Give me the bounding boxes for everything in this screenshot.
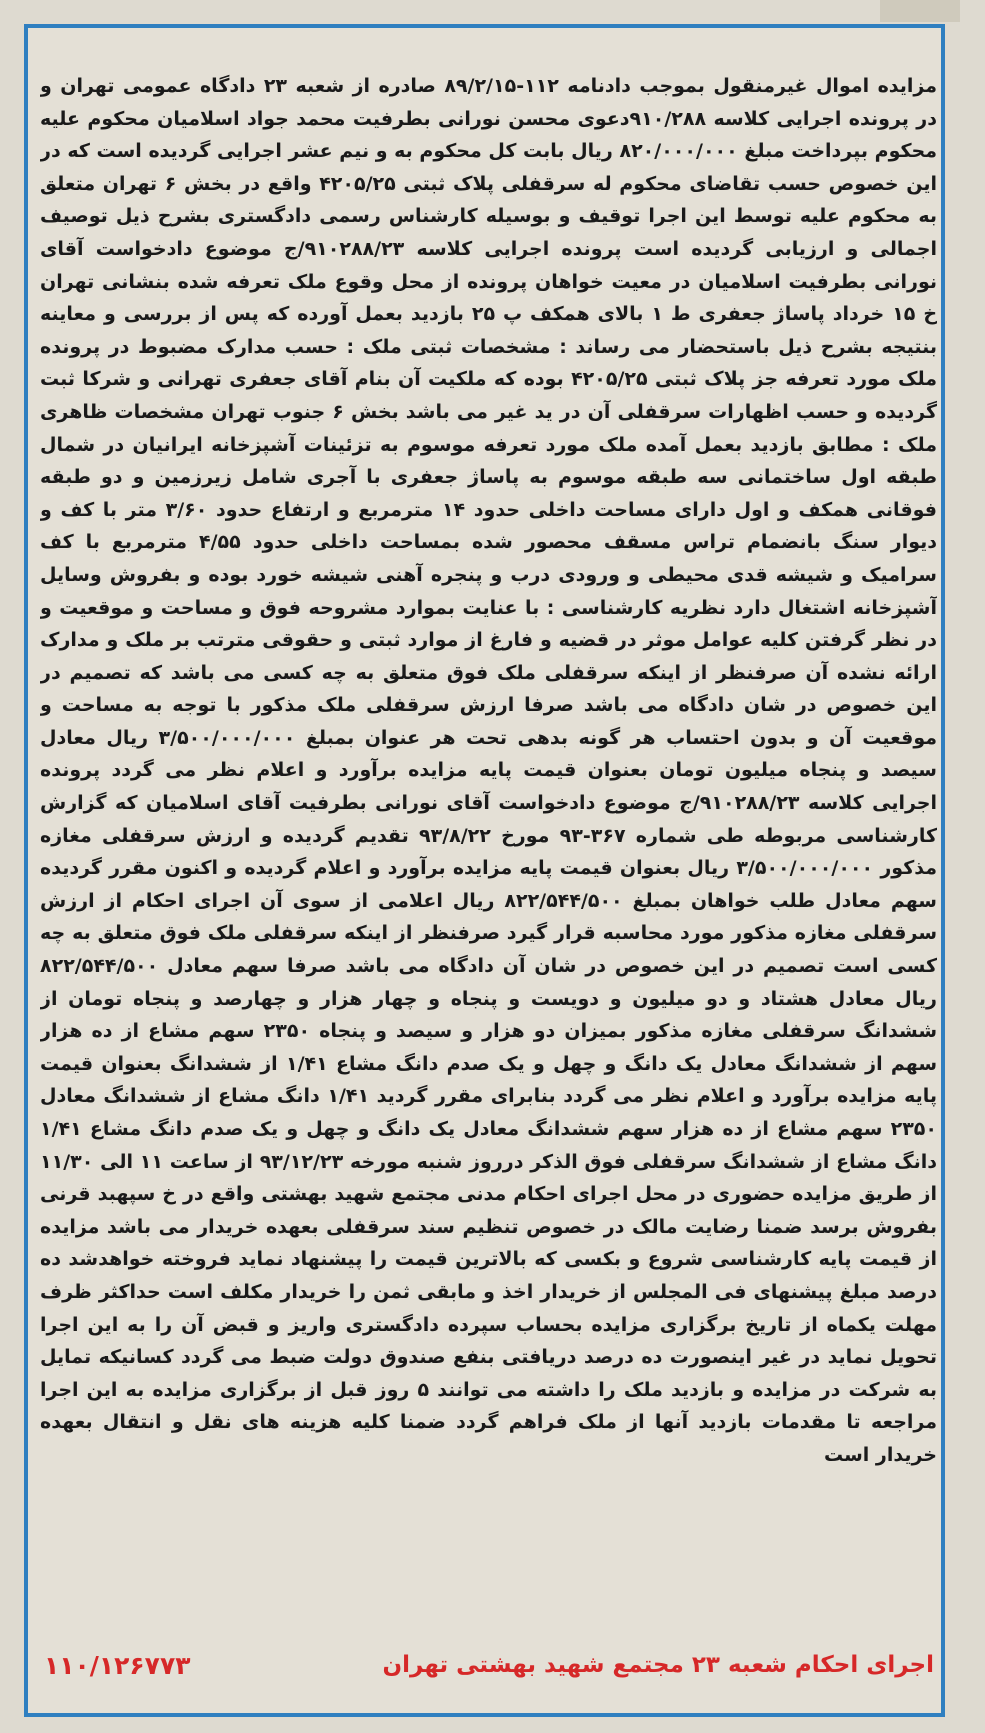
footer-code: ۱۱۰/۱۲۶۷۷۳ bbox=[44, 1650, 191, 1680]
notice-footer bbox=[44, 1640, 934, 1690]
notice-paragraph: مزایده اموال غیرمنقول بموجب دادنامه ۱۱۲-۸۹/۲/۱۵ صادره از شعبه ۲۳ دادگاه عمومی تهران و در پرونده اجرایی کلاسه ۹۱۰/۲۸۸دعوی محسن نورانی بطرفیت محمد جواد اسلامیان محکوم علیه محکوم بپرداخت مبلغ ۸۲۰/۰۰۰/۰۰۰ ریال بابت کل محکوم به و نیم عشر اجرایی گردیده است که در این خصوص حسب تقاضای محکوم له سرقفلی پلاک ثبتی ۴۲۰۵/۲۵ واقع در بخش ۶ تهران متعلق به محکوم علیه توسط این اجرا توقیف و بوسیله کارشناس رسمی دادگستری بشرح ذیل توصیف اجمالی و ارزیابی گردیده است پرونده اجرایی کلاسه ۹۱۰۲۸۸/۲۳/ج موضوع دادخواست آقای نورانی بطرفیت اسلامیان در معیت خواهان پرونده از محل وقوع ملک تعرفه شده بنشانی تهران خ ۱۵ خرداد پاساژ جعفری ط ۱ بالای همکف پ ۲۵ بازدید بعمل آورده که پس از بررسی و معاینه بنتیجه بشرح ذیل باستحضار می رساند : مشخصات ثبتی ملک : حسب مدارک مضبوط در پرونده ملک مورد تعرفه جز پلاک ثبتی ۴۲۰۵/۲۵ بوده که ملکیت آن بنام آقای جعفری تهرانی و شرکا ثبت گردیده و حسب اظهارات سرقفلی آن در ید غیر می باشد بخش ۶ جنوب تهران مشخصات ظاهری ملک : مطابق بازدید بعمل آمده ملک مورد تعرفه موسوم به تزئینات آشپزخانه ایرانیان در شمال طبقه اول ساختمانی سه طبقه موسوم به پاساژ جعفری با آجری شامل زیرزمین و دو طبقه فوقانی همکف و اول دارای مساحت داخلی حدود ۱۴ مترمربع و ارتفاع حدود ۳/۶۰ متر با کف و دیوار سنگ بانضمام تراس مسقف محصور شده بمساحت داخلی حدود ۴/۵۵ مترمربع با کف سرامیک و شیشه قدی محیطی و ورودی درب و پنجره آهنی شیشه خورد بوده و بفروش وسایل آشپزخانه اشتغال دارد نظریه کارشناسی : با عنایت بموارد مشروحه فوق و مساحت و موقعیت و در نظر گرفتن کلیه عوامل موثر در قضیه و فارغ از موارد ثبتی و حقوقی مترتب بر ملک و مدارک ارائه نشده آن صرفنظر از اینکه سرقفلی ملک فوق متعلق به چه کسی می باشد که تصمیم در این خصوص در شان دادگاه می باشد صرفا ارزش سرقفلی ملک مذکور با توجه به مساحت و موقعیت آن و بدون احتساب هر گونه بدهی تحت هر عنوان بمبلغ ۳/۵۰۰/۰۰۰/۰۰۰ ریال معادل سیصد و پنجاه میلیون تومان بعنوان قیمت پایه مزایده برآورد و اعلام نظر می گردد پرونده اجرایی کلاسه ۹۱۰۲۸۸/۲۳/ج موضوع دادخواست آقای نورانی بطرفیت آقای اسلامیان که گزارش کارشناسی مربوطه طی شماره ۳۶۷-۹۳ مورخ ۹۳/۸/۲۲ تقدیم گردیده و ارزش سرقفلی مغازه مذکور ۳/۵۰۰/۰۰۰/۰۰۰ ریال بعنوان قیمت پایه مزایده برآورد و اعلام گردیده و اکنون مقرر گردیده سهم معادل طلب خواهان بمبلغ ۸۲۲/۵۴۴/۵۰۰ ریال اعلامی از سوی آن اجرای احکام از ارزش سرقفلی مغازه مذکور مورد محاسبه قرار گیرد صرفنظر از اینکه سرقفلی ملک فوق متعلق به چه کسی است تصمیم در این خصوص در شان آن دادگاه می باشد صرفا سهم معادل ۸۲۲/۵۴۴/۵۰۰ ریال معادل هشتاد و دو میلیون و دویست و پنجاه و چهار هزار و چهارصد و پنجاه تومان از ششدانگ سرقفلی مغازه مذکور بمیزان دو هزار و سیصد و پنجاه ۲۳۵۰ سهم مشاع از ده هزار سهم از ششدانگ معادل یک دانگ و چهل و یک صدم دانگ مشاع ۱/۴۱ از ششدانگ بعنوان قیمت پایه مزایده برآورد و اعلام نظر می گردد بنابرای مقرر گردید ۱/۴۱ دانگ مشاع از ششدانگ معادل ۲۳۵۰ سهم مشاع از ده هزار سهم ششدانگ معادل یک دانگ و چهل و یک صدم دانگ مشاع ۱/۴۱ دانگ مشاع از ششدانگ سرقفلی فوق الذکر درروز شنبه مورخه ۹۳/۱۲/۲۳ از ساعت ۱۱ الی ۱۱/۳۰ از طریق مزایده حضوری در محل اجرای احکام مدنی مجتمع شهید بهشتی واقع در خ سپهبد قرنی بفروش برسد ضمنا رضایت مالک در خصوص تنظیم سند سرقفلی بعهده خریدار می باشد مزایده از قیمت پایه کارشناسی شروع و بکسی که بالاترین قیمت را پیشنهاد نماید فروخته خواهدشد ده درصد مبلغ پیشنهای فی المجلس از خریدار اخذ و مابقی ثمن را خریدار مکلف است حداکثر ظرف مهلت یکماه از تاریخ برگزاری مزایده بحساب سپرده دادگستری واریز و قبض آن را به این اجرا تحویل نماید در غیر اینصورت ده درصد دریافتی بنفع صندوق دولت ضبط می گردد کسانیکه تمایل به شرکت در مزایده و بازدید ملک را داشته می توانند ۵ روز قبل از برگزاری مزایده به این اجرا مراجعه تا مقدمات بازدید آنها از ملک فراهم گردد ضمنا کلیه هزینه های نقل و انتقال بعهده خریدار است bbox=[40, 75, 937, 1466]
footer-title: اجرای احکام شعبه ۲۳ مجتمع شهید بهشتی تهران bbox=[382, 1652, 934, 1678]
torn-edge bbox=[880, 0, 960, 22]
notice-body bbox=[40, 70, 937, 1640]
